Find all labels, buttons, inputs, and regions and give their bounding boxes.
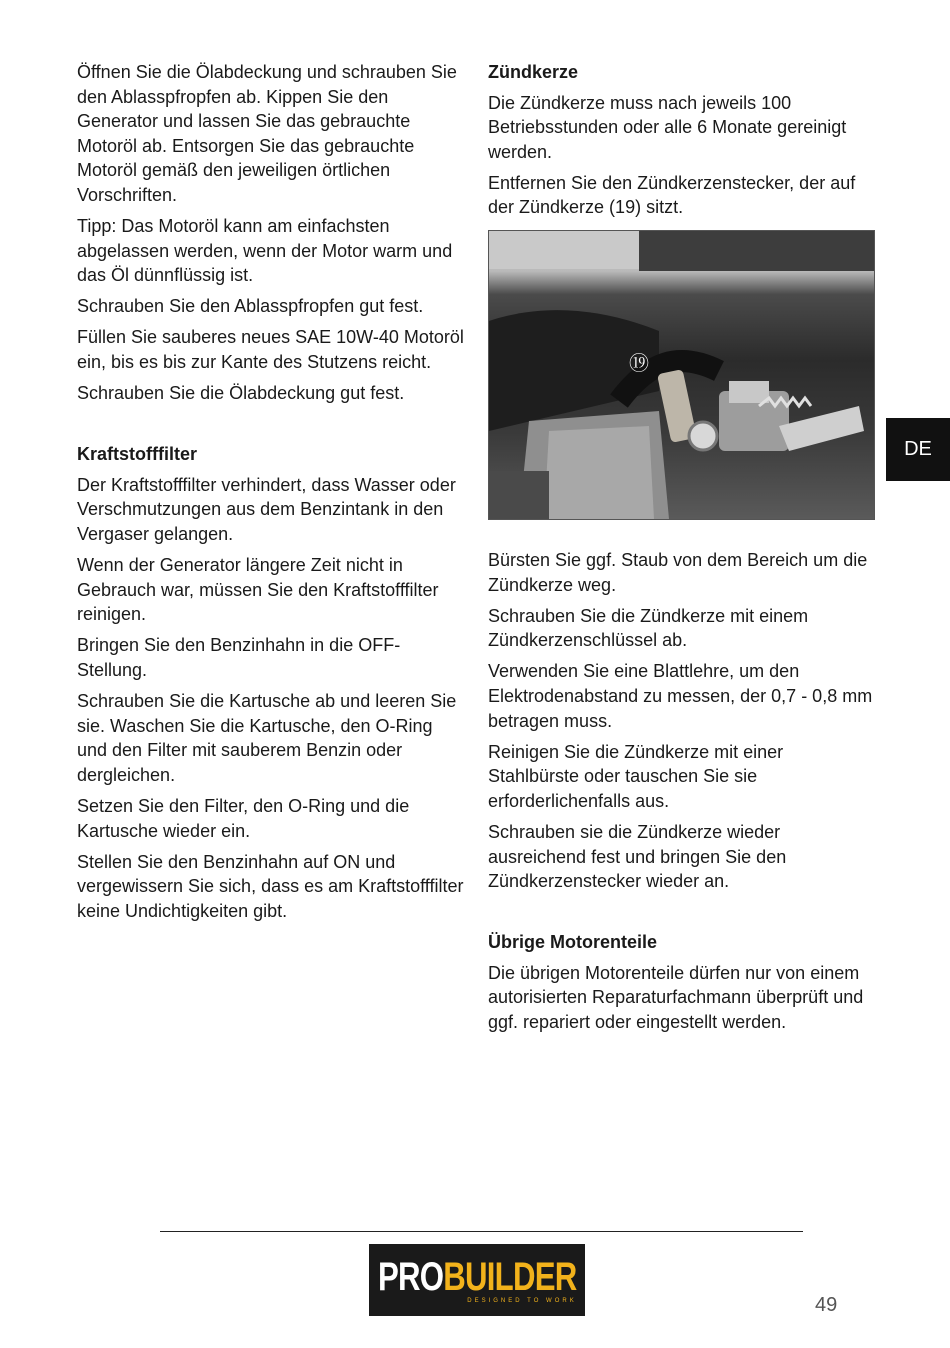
oil-tip-paragraph: Tipp: Das Motoröl kann am einfachsten abgelassen werden, wenn der Motor warm und das Öl dünnflüssig ist. [77,216,453,286]
language-tab: DE [886,418,950,481]
drain-plug-paragraph: Schrauben Sie den Ablasspfropfen gut fest. [77,296,424,317]
spark-plug-paragraph-3: Bürsten Sie ggf. Staub von dem Bereich um die Zündkerze weg. [488,550,868,595]
fuel-filter-paragraph-4: Schrauben Sie die Kartusche ab und leeren Sie sie. Waschen Sie die Kartusche, den O-Ring und den Filter mit sauberem Benzin oder dergleichen. [77,691,457,785]
logo-tagline: DESIGNED TO WORK [467,1297,577,1304]
left-column [77,60,465,930]
oil-drain-paragraph: Öffnen Sie die Ölabdeckung und schrauben Sie den Ablasspfropfen ab. Kippen Sie den Generator und lassen Sie das gebrauchte Motoröl ab. Entsorgen Sie das gebrauchte Motoröl gemäß den jeweiligen örtlichen Vorschriften. [77,62,457,205]
logo-pro-text: PRO [377,1254,444,1299]
other-engine-parts-heading: Übrige Motorenteile [488,932,658,953]
fuel-filter-heading: Kraftstofffilter [77,444,197,465]
page-number: 49 [815,1294,838,1316]
spark-plug-photo [488,230,875,520]
oil-fill-paragraph: Füllen Sie sauberes neues SAE 10W-40 Motoröl ein, bis es bis zur Kante des Stutzens reicht. [77,327,464,373]
spark-plug-paragraph-6: Reinigen Sie die Zündkerze mit einer Stahlbürste oder tauschen Sie sie erforderlichenfalls aus. [488,741,784,811]
spark-plug-paragraph-4: Schrauben Sie die Zündkerze mit einem Zündkerzenschlüssel ab. [488,605,809,651]
other-engine-parts-paragraph: Die übrigen Motorenteile dürfen nur von einem autorisierten Reparaturfachmann überprüft und ggf. repariert oder eingestellt werden. [488,962,864,1033]
spark-plug-paragraph-1: Die Zündkerze muss nach jeweils 100 Betriebsstunden oder alle 6 Monate gereinigt werden. [488,92,847,162]
probuilder-logo [369,1244,585,1316]
fuel-filter-paragraph-1: Der Kraftstofffilter verhindert, dass Wasser oder Verschmutzungen aus dem Benzintank in den Vergaser gelangen. [77,474,456,544]
spark-plug-paragraph-7: Schrauben sie die Zündkerze wieder ausreichend fest und bringen Sie den Zündkerzenstecker wieder an. [488,822,787,892]
fuel-filter-paragraph-2: Wenn der Generator längere Zeit nicht in Gebrauch war, müssen Sie den Kraftstofffilter reinigen. [77,555,439,625]
logo-builder-text: BUILDER [443,1254,577,1299]
spark-plug-heading: Zündkerze [488,62,579,82]
right-column [488,60,878,1041]
fuel-filter-paragraph-5: Setzen Sie den Filter, den O-Ring und die Kartusche wieder ein. [77,795,410,841]
engine-illustration [489,231,874,519]
footer-divider [160,1231,803,1232]
spark-plug-paragraph-2: Entfernen Sie den Zündkerzenstecker, der auf der Zündkerze (19) sitzt. [488,172,856,218]
oil-cap-paragraph: Schrauben Sie die Ölabdeckung gut fest. [77,383,405,404]
fuel-filter-paragraph-3: Bringen Sie den Benzinhahn in die OFF-Stellung. [77,635,401,680]
logo-wordmark [377,1254,577,1299]
spark-plug-callout-19: ⑲ [629,351,649,376]
fuel-filter-paragraph-6: Stellen Sie den Benzinhahn auf ON und vergewissern Sie sich, dass es am Kraftstofffilter keine Undichtigkeiten gibt. [77,851,464,921]
spark-plug-paragraph-5: Verwenden Sie eine Blattlehre, um den Elektrodenabstand zu messen, der 0,7 - 0,8 mm betragen muss. [488,661,873,731]
